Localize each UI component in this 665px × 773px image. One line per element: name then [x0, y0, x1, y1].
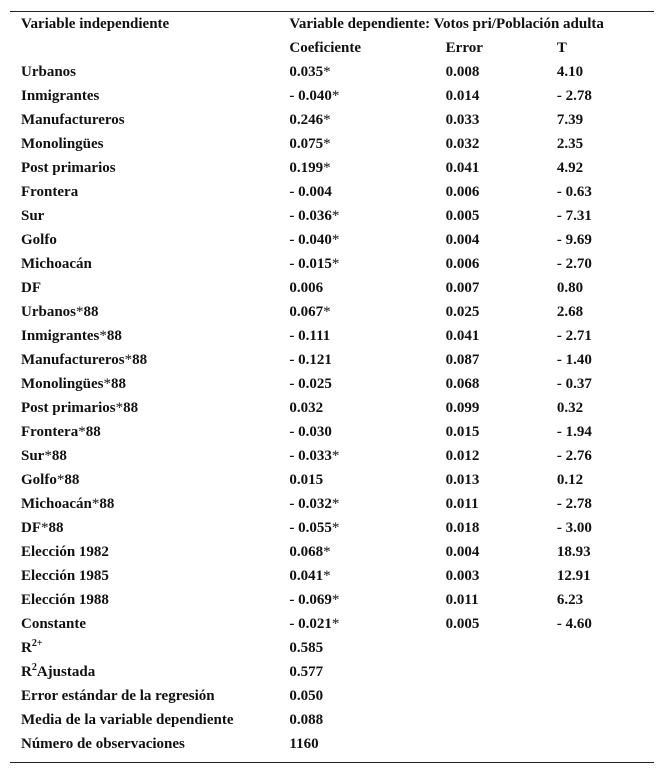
error-cell: 0.032: [445, 136, 480, 152]
variable-name-cell: [10, 468, 289, 492]
variable-name: Sur: [21, 448, 45, 464]
t-cell: - 1.94: [556, 424, 592, 440]
variable-name-cell: [10, 612, 289, 636]
error-header: Error: [445, 40, 483, 56]
coefficient-value: - 0.069: [289, 592, 332, 608]
variable-name-cell: [10, 372, 289, 396]
table-row: [10, 564, 654, 588]
coefficient-cell: [289, 612, 445, 636]
error-cell: 0.099: [445, 400, 480, 416]
variable-name-cell: [10, 300, 289, 324]
t-cell: - 7.31: [556, 208, 592, 224]
coefficient-cell: [289, 132, 445, 156]
table-row: [10, 180, 654, 204]
variable-name: Urbanos: [21, 304, 77, 320]
coefficient-value: - 0.021: [289, 616, 332, 632]
variable-name: Post primarios: [21, 160, 116, 176]
coefficient-cell: [289, 516, 445, 540]
t-cell: - 1.40: [556, 352, 592, 368]
r2-adjusted-value: 0.577: [289, 664, 324, 680]
interaction-asterisk: *: [56, 472, 65, 488]
variable-name: DF: [21, 280, 41, 296]
error-cell: 0.041: [445, 328, 480, 344]
coefficient-cell: [289, 444, 445, 468]
coefficient-cell: [289, 276, 445, 300]
significance-asterisk: *: [331, 208, 340, 224]
t-cell: - 2.78: [556, 496, 592, 512]
regression-table-body: [10, 12, 654, 756]
error-cell: 0.014: [445, 88, 480, 104]
dependent-mean-label: Media de la variable dependiente: [21, 712, 234, 728]
coefficient-cell: [289, 156, 445, 180]
variable-name: Post primarios: [21, 400, 116, 416]
variable-name-cell: [10, 108, 289, 132]
coefficient-cell: [289, 540, 445, 564]
coefficient-value: - 0.033: [289, 448, 332, 464]
regression-table: [10, 12, 654, 756]
significance-asterisk: *: [323, 568, 331, 584]
interaction-asterisk: *: [76, 304, 84, 320]
variable-name: Michoacán: [21, 496, 92, 512]
interaction-asterisk: *: [44, 448, 52, 464]
table-row: [10, 516, 654, 540]
coefficient-value: - 0.015: [289, 256, 332, 272]
table-row: [10, 84, 654, 108]
interaction-asterisk: *: [99, 328, 107, 344]
coefficient-cell: [289, 84, 445, 108]
t-cell: - 0.63: [556, 184, 592, 200]
r2-adjusted-row: [10, 660, 654, 684]
error-cell: 0.004: [445, 544, 480, 560]
table-row: [10, 492, 654, 516]
error-cell: 0.033: [445, 112, 480, 128]
t-cell: 0.32: [556, 400, 584, 416]
variable-name-cell: [10, 396, 289, 420]
coefficient-cell: [289, 60, 445, 84]
error-cell: 0.013: [445, 472, 480, 488]
variable-name: Constante: [21, 616, 87, 632]
variable-name: Frontera: [21, 184, 79, 200]
table-row: [10, 588, 654, 612]
variable-name-cell: [10, 276, 289, 300]
interaction-suffix: 88: [123, 400, 139, 416]
table-row: [10, 276, 654, 300]
variable-name-cell: [10, 324, 289, 348]
r2-row: [10, 636, 654, 660]
r2-base: R: [21, 640, 32, 656]
error-cell: 0.041: [445, 160, 480, 176]
significance-asterisk: *: [323, 112, 331, 128]
coefficient-value: - 0.055: [289, 520, 332, 536]
t-cell: - 0.37: [556, 376, 592, 392]
t-cell: 18.93: [556, 544, 591, 560]
interaction-asterisk: *: [124, 352, 133, 368]
interaction-asterisk: *: [103, 376, 112, 392]
coefficient-value: - 0.040: [289, 232, 332, 248]
t-cell: 0.12: [556, 472, 584, 488]
t-header: T: [556, 40, 567, 56]
variable-name: Elección 1985: [21, 568, 109, 584]
variable-name-cell: [10, 348, 289, 372]
variable-name: Elección 1982: [21, 544, 109, 560]
coefficient-value: 0.032: [289, 400, 324, 416]
error-cell: 0.025: [445, 304, 480, 320]
coefficient-value: - 0.004: [289, 184, 332, 200]
variable-name: Inmigrantes: [21, 328, 100, 344]
table-row: [10, 468, 654, 492]
coefficient-value: 0.075: [289, 136, 324, 152]
t-cell: 12.91: [556, 568, 591, 584]
interaction-suffix: 88: [64, 472, 80, 488]
interaction-asterisk: *: [41, 520, 49, 536]
blank-subheader-cell: [10, 36, 289, 60]
coefficient-value: 0.035: [289, 64, 324, 80]
dependent-mean-value: 0.088: [289, 712, 324, 728]
t-cell: 7.39: [556, 112, 584, 128]
t-cell: - 9.69: [556, 232, 592, 248]
table-row: [10, 252, 654, 276]
error-cell: 0.006: [445, 256, 480, 272]
table-row: [10, 540, 654, 564]
coefficient-cell: [289, 348, 445, 372]
variable-name: Golfo: [21, 232, 57, 248]
dependent-mean-row: [10, 708, 654, 732]
error-cell: 0.003: [445, 568, 480, 584]
coefficient-cell: [289, 252, 445, 276]
significance-asterisk: *: [331, 520, 340, 536]
variable-name: Elección 1988: [21, 592, 109, 608]
table-row: [10, 372, 654, 396]
standard-error-label: Error estándar de la regresión: [21, 688, 215, 704]
t-cell: 6.23: [556, 592, 584, 608]
independent-variable-header: Variable independiente: [21, 16, 170, 32]
significance-asterisk: *: [331, 616, 340, 632]
interaction-suffix: 88: [85, 424, 101, 440]
coefficient-value: 0.246: [289, 112, 324, 128]
table-row: [10, 156, 654, 180]
variable-name: Sur: [21, 208, 45, 224]
table-row: [10, 228, 654, 252]
interaction-suffix: 88: [111, 376, 127, 392]
significance-asterisk: *: [331, 448, 340, 464]
coefficient-cell: [289, 300, 445, 324]
variable-name-cell: [10, 588, 289, 612]
coefficient-cell: [289, 324, 445, 348]
table-row: [10, 132, 654, 156]
significance-asterisk: *: [323, 544, 331, 560]
error-cell: 0.011: [445, 496, 479, 512]
variable-name-cell: [10, 252, 289, 276]
table-row: [10, 324, 654, 348]
variable-name-cell: [10, 228, 289, 252]
coefficient-value: 0.006: [289, 280, 324, 296]
variable-name: Manufactureros: [21, 112, 125, 128]
r2-value: 0.585: [289, 640, 324, 656]
coefficient-value: 0.068: [289, 544, 324, 560]
significance-asterisk: *: [331, 496, 340, 512]
standard-error-row: [10, 684, 654, 708]
observations-row: [10, 732, 654, 756]
t-cell: - 2.76: [556, 448, 592, 464]
coefficient-cell: [289, 372, 445, 396]
table-row: [10, 420, 654, 444]
error-cell: 0.007: [445, 280, 480, 296]
error-cell: 0.006: [445, 184, 480, 200]
coefficient-cell: [289, 396, 445, 420]
table-row: [10, 300, 654, 324]
coefficient-cell: [289, 180, 445, 204]
variable-name-cell: [10, 60, 289, 84]
column-subheader-row: [10, 36, 654, 60]
t-cell: 4.10: [556, 64, 584, 80]
variable-name: Frontera: [21, 424, 79, 440]
coefficient-cell: [289, 564, 445, 588]
observations-label: Número de observaciones: [21, 736, 185, 752]
dependent-variable-header: Variable dependiente: Votos pri/Población adulta: [289, 16, 604, 32]
table-row: [10, 60, 654, 84]
error-cell: 0.012: [445, 448, 480, 464]
coeficiente-header: Coeficiente: [289, 40, 362, 56]
interaction-suffix: 88: [132, 352, 148, 368]
coefficient-value: 0.041: [289, 568, 324, 584]
variable-name: Manufactureros: [21, 352, 125, 368]
error-cell: 0.011: [445, 592, 479, 608]
t-cell: - 2.71: [556, 328, 592, 344]
coefficient-cell: [289, 108, 445, 132]
variable-name: Urbanos: [21, 64, 77, 80]
interaction-asterisk: *: [78, 424, 86, 440]
significance-asterisk: *: [323, 160, 331, 176]
coefficient-value: - 0.036: [289, 208, 332, 224]
significance-asterisk: *: [331, 256, 340, 272]
error-cell: 0.015: [445, 424, 480, 440]
r2adj-tail: Ajustada: [36, 664, 96, 680]
variable-name-cell: [10, 492, 289, 516]
table-row: [10, 396, 654, 420]
coefficient-value: 0.067: [289, 304, 324, 320]
coefficient-value: - 0.040: [289, 88, 332, 104]
interaction-suffix: 88: [83, 304, 99, 320]
r2-label: [10, 636, 289, 660]
r2adj-base: R: [21, 664, 32, 680]
variable-name-cell: [10, 540, 289, 564]
variable-name: Golfo: [21, 472, 57, 488]
interaction-asterisk: *: [115, 400, 124, 416]
variable-name: DF: [21, 520, 41, 536]
variable-name: Michoacán: [21, 256, 92, 272]
coefficient-value: 0.199: [289, 160, 324, 176]
significance-asterisk: *: [323, 64, 331, 80]
r2-adjusted-label: [10, 660, 289, 684]
error-cell: 0.087: [445, 352, 480, 368]
variable-name: Monolingües: [21, 136, 104, 152]
variable-name-cell: [10, 516, 289, 540]
r2adj-superscript: 2: [31, 662, 37, 673]
coefficient-cell: [289, 420, 445, 444]
t-cell: 4.92: [556, 160, 584, 176]
error-cell: 0.005: [445, 208, 480, 224]
interaction-suffix: 88: [51, 448, 67, 464]
table-row: [10, 108, 654, 132]
t-cell: 2.68: [556, 304, 584, 320]
t-cell: - 2.70: [556, 256, 592, 272]
coefficient-value: - 0.111: [289, 328, 331, 344]
variable-name-cell: [10, 420, 289, 444]
variable-name-cell: [10, 564, 289, 588]
variable-name-cell: [10, 84, 289, 108]
significance-asterisk: *: [323, 136, 331, 152]
error-cell: 0.018: [445, 520, 480, 536]
error-cell: 0.068: [445, 376, 480, 392]
standard-error-value: 0.050: [289, 688, 324, 704]
error-cell: 0.004: [445, 232, 480, 248]
table-row: [10, 204, 654, 228]
variable-name-cell: [10, 132, 289, 156]
significance-asterisk: *: [331, 592, 340, 608]
interaction-asterisk: *: [91, 496, 100, 512]
t-cell: - 4.60: [556, 616, 592, 632]
coefficient-value: - 0.025: [289, 376, 332, 392]
coefficient-cell: [289, 588, 445, 612]
table-row: [10, 612, 654, 636]
error-cell: 0.008: [445, 64, 480, 80]
coefficient-cell: [289, 492, 445, 516]
variable-name-cell: [10, 180, 289, 204]
variable-name-cell: [10, 444, 289, 468]
table-header-row: [10, 12, 654, 36]
significance-asterisk: *: [331, 88, 340, 104]
variable-name: Inmigrantes: [21, 88, 100, 104]
variable-name: Monolingües: [21, 376, 104, 392]
r2-superscript: 2+: [31, 638, 43, 649]
table-row: [10, 444, 654, 468]
variable-name-cell: [10, 156, 289, 180]
coefficient-value: - 0.030: [289, 424, 332, 440]
variable-name-cell: [10, 204, 289, 228]
interaction-suffix: 88: [99, 496, 115, 512]
error-cell: 0.005: [445, 616, 480, 632]
t-cell: 2.35: [556, 136, 584, 152]
interaction-suffix: 88: [48, 520, 64, 536]
interaction-suffix: 88: [106, 328, 122, 344]
coefficient-value: 0.015: [289, 472, 324, 488]
table-row: [10, 348, 654, 372]
coefficient-value: - 0.032: [289, 496, 332, 512]
t-cell: - 2.78: [556, 88, 592, 104]
observations-value: 1160: [289, 736, 319, 752]
significance-asterisk: *: [323, 304, 331, 320]
coefficient-cell: [289, 204, 445, 228]
t-cell: - 3.00: [556, 520, 592, 536]
significance-asterisk: *: [331, 232, 340, 248]
regression-table-frame: [10, 11, 654, 763]
coefficient-cell: [289, 468, 445, 492]
coefficient-value: - 0.121: [289, 352, 332, 368]
t-cell: 0.80: [556, 280, 584, 296]
coefficient-cell: [289, 228, 445, 252]
